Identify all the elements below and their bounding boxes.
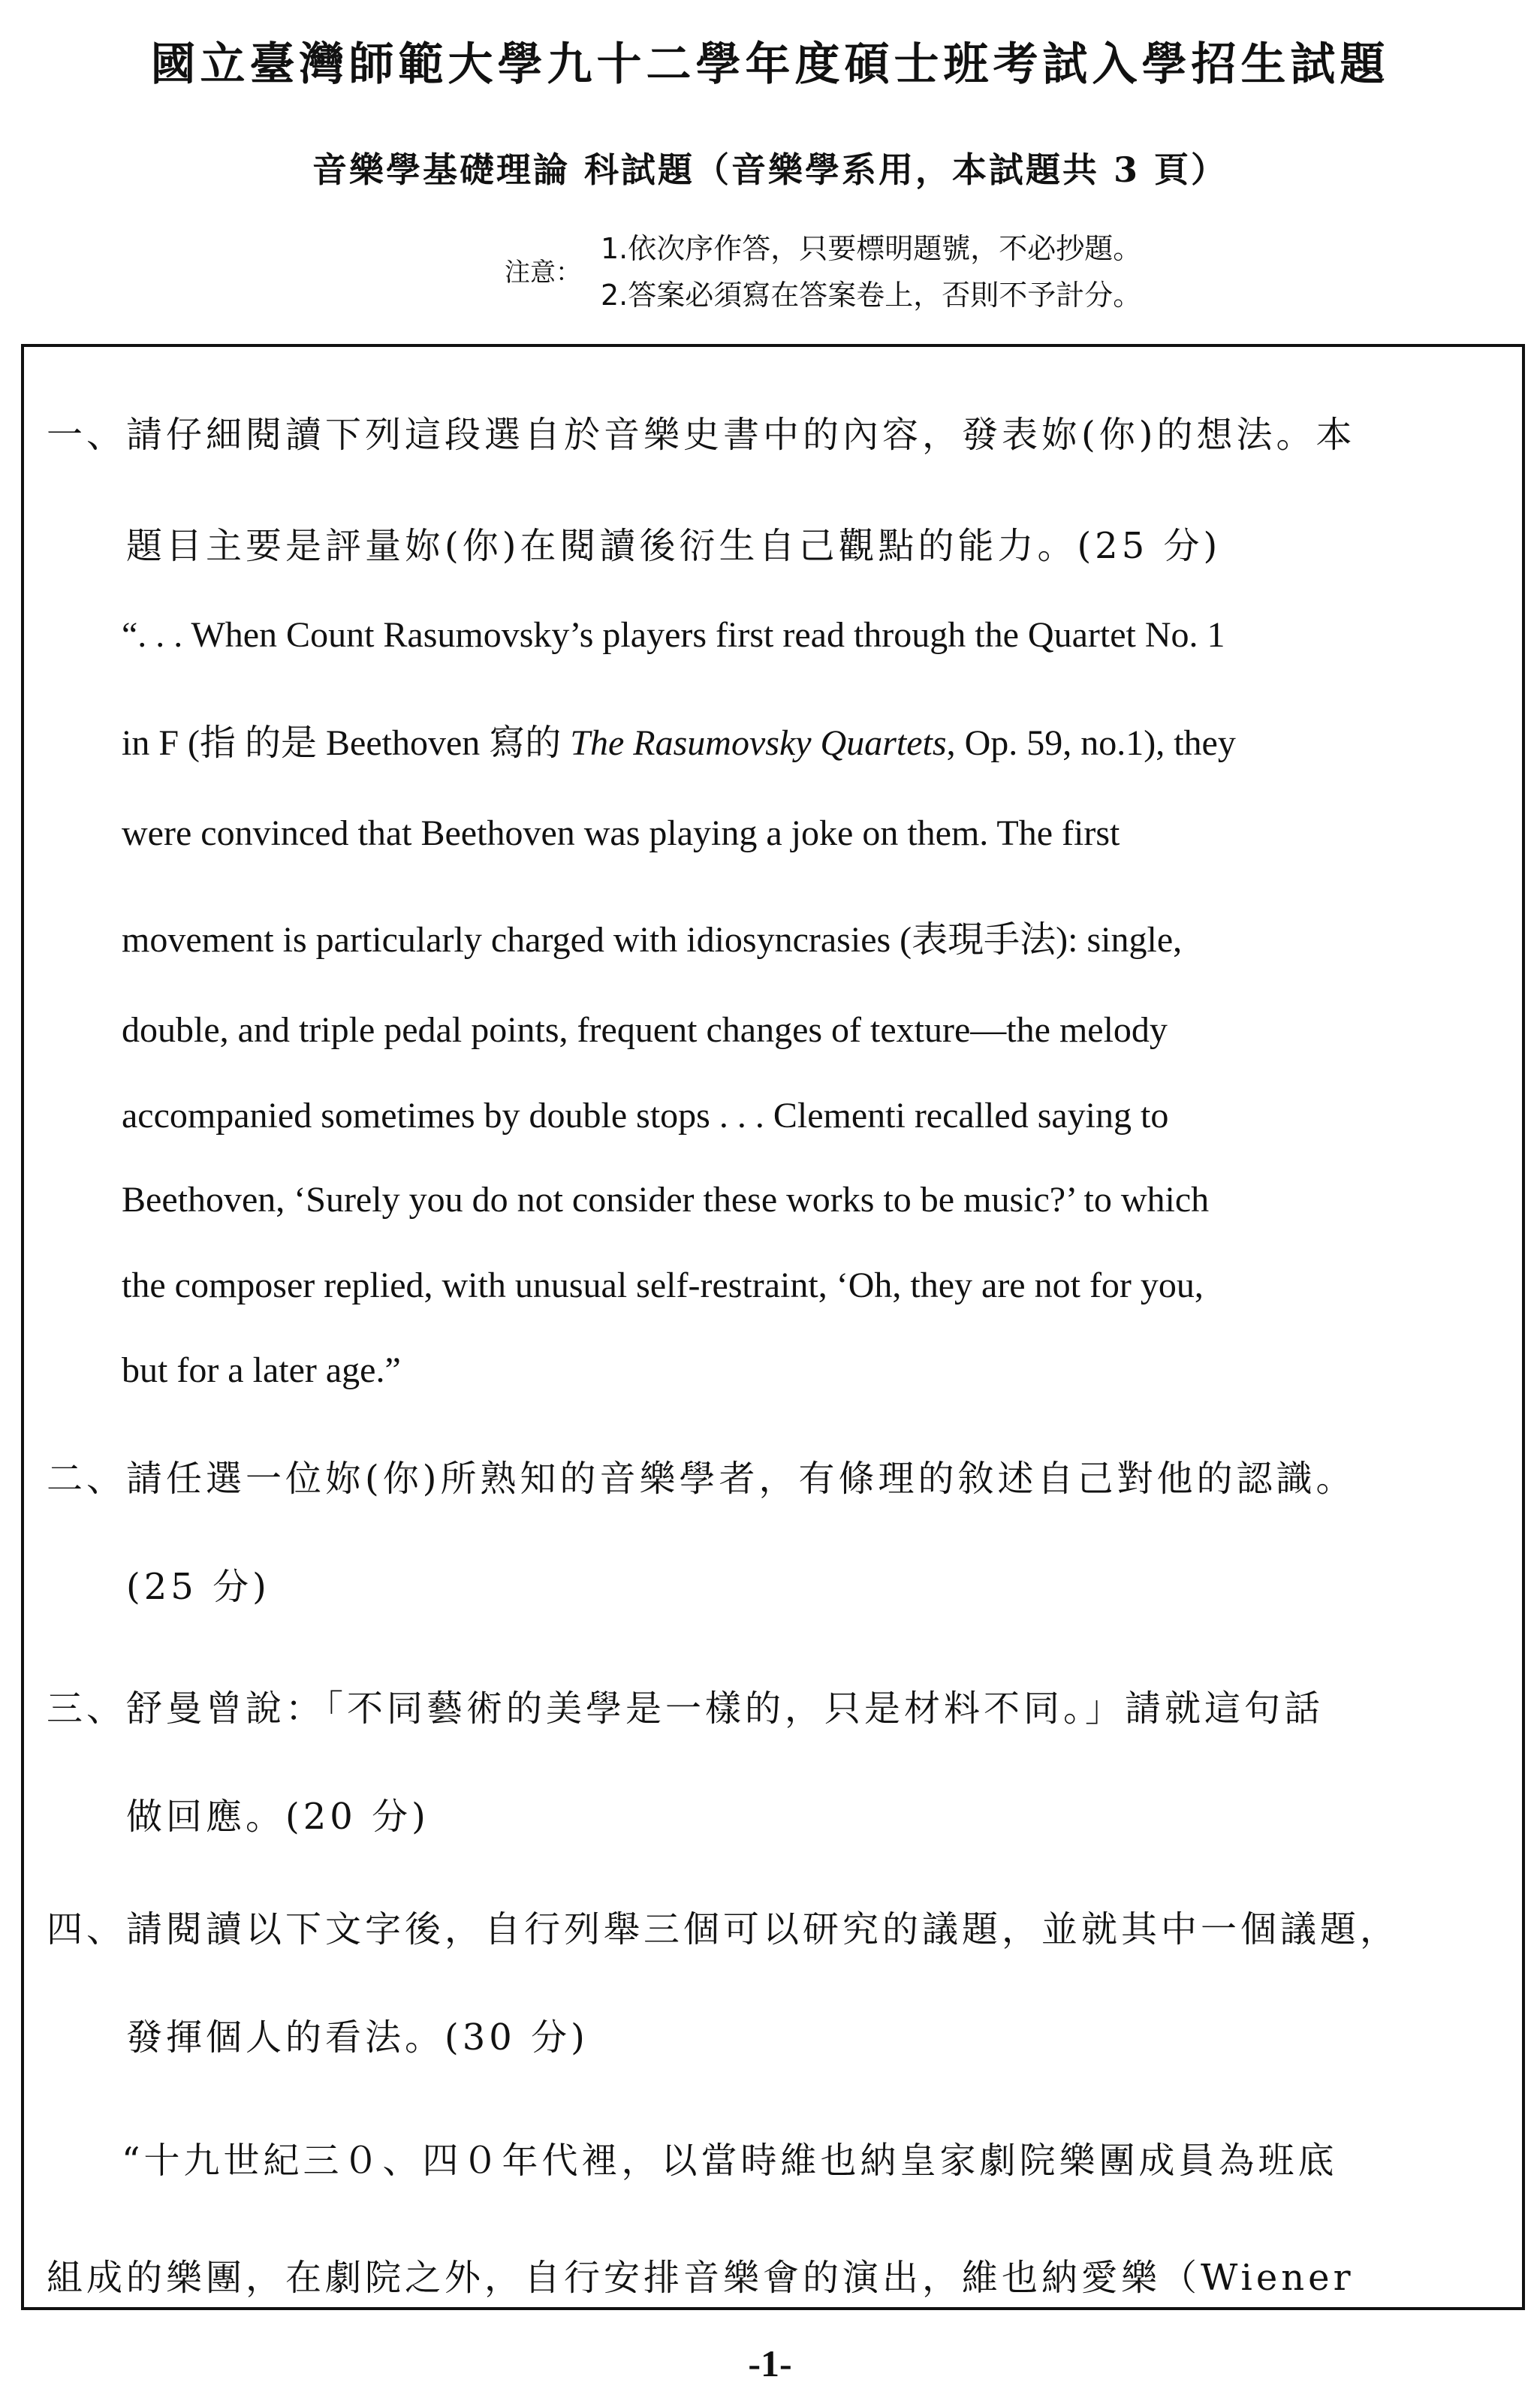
- quote-line-3: were convinced that Beethoven was playing a joke on them. The first: [122, 813, 1120, 853]
- question-1-line-2: 題目主要是評量妳(你)在閱讀後衍生自己觀點的能力。(25 分): [126, 525, 1222, 567]
- exam-subtitle: 音樂學基礎理論 科試題（音樂學系用，本試題共 3 頁）: [312, 149, 1228, 190]
- question-3-line-2: 做回應。(20 分): [126, 1796, 429, 1838]
- question-4-quote-line-2: 組成的樂團，在劇院之外，自行安排音樂會的演出，維也納愛樂（Wiener: [47, 2257, 1355, 2299]
- question-4-line-1: 四、請閱讀以下文字後，自行列舉三個可以研究的議題，並就其中一個議題，: [47, 1908, 1400, 1950]
- question-2-line-1: 二、請任選一位妳(你)所熟知的音樂學者，有條理的敘述自己對他的認識。: [47, 1458, 1356, 1500]
- question-2-line-2: (25 分): [126, 1566, 270, 1608]
- question-1-line-1: 一、請仔細閱讀下列這段選自於音樂史書中的內容，發表妳(你)的想法。本: [47, 414, 1356, 456]
- quote-line-8: the composer replied, with unusual self-restraint, ‘Oh, they are not for you,: [122, 1265, 1204, 1305]
- notice-item-1: 1.依次序作答，只要標明題號，不必抄題。: [601, 232, 1142, 265]
- quote-line-5: double, and triple pedal points, frequent changes of texture—the melody: [122, 1010, 1168, 1050]
- quote-line-9: but for a later age.”: [122, 1350, 401, 1390]
- question-4-quote-line-1: “十九世紀三０、四０年代裡，以當時維也納皇家劇院樂團成員為班底: [122, 2140, 1338, 2182]
- question-4-line-2: 發揮個人的看法。(30 分): [126, 2016, 589, 2059]
- notice-label: 注意：: [505, 258, 581, 288]
- notice-item-2: 2.答案必須寫在答案卷上，否則不予計分。: [601, 279, 1142, 312]
- quote-line-7: Beethoven, ‘Surely you do not consider these works to be music?’ to which: [122, 1180, 1210, 1220]
- quote-title-italic: The Rasumovsky Quartets: [570, 723, 947, 763]
- quote-line-2: [122, 713, 1236, 765]
- page-number: -1-: [748, 2342, 792, 2384]
- quote-line-2-start: in F (指 的是 Beethoven 寫的: [122, 723, 571, 763]
- quote-line-4: movement is particularly charged with idiosyncrasies (表現手法): single,: [122, 920, 1183, 960]
- quote-line-1: “. . . When Count Rasumovsky’s players first read through the Quartet No. 1: [122, 615, 1225, 655]
- exam-title: 國立臺灣師範大學九十二學年度碩士班考試入學招生試題: [150, 38, 1390, 91]
- quote-line-6: accompanied sometimes by double stops . . . Clementi recalled saying to: [122, 1096, 1169, 1136]
- quote-line-2-end: , Op. 59, no.1), they: [946, 723, 1236, 763]
- question-3-line-1: 三、舒曼曾說：「不同藝術的美學是一樣的，只是材料不同。」請就這句話: [47, 1688, 1325, 1730]
